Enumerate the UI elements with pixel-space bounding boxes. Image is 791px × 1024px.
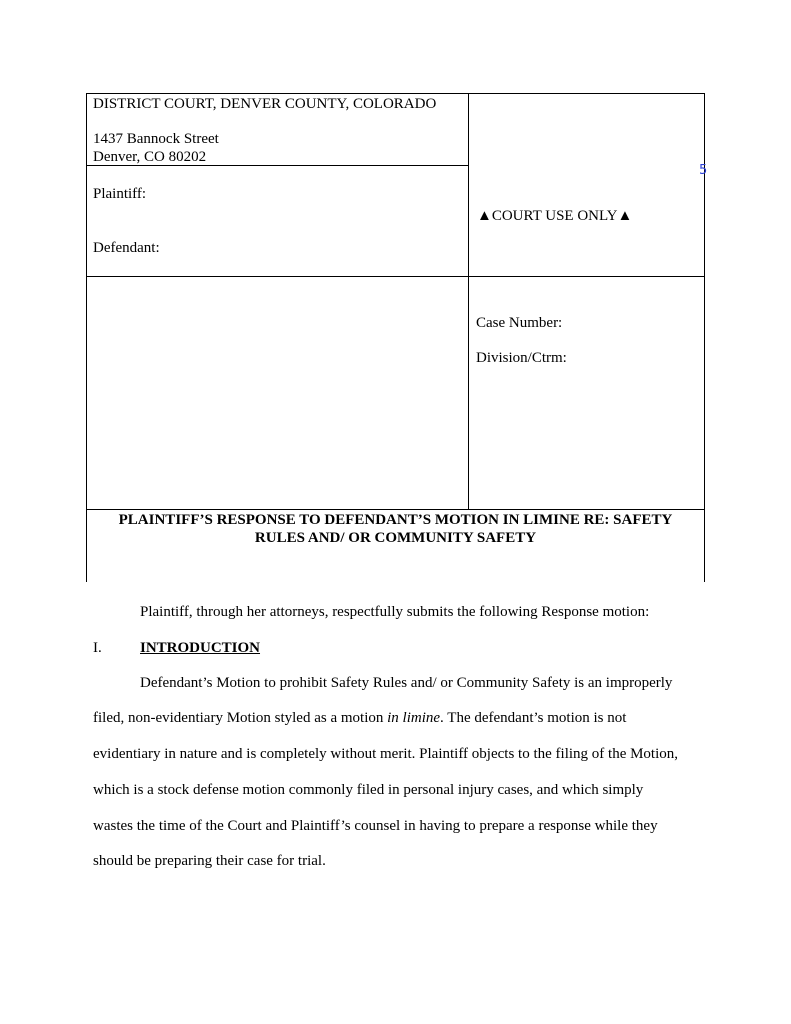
court-use-only: ▲COURT USE ONLY▲	[477, 208, 633, 224]
paragraph-line	[93, 709, 626, 727]
plaintiff-label: Plaintiff:	[93, 186, 147, 202]
paragraph-line: wastes the time of the Court and Plaintiff’s counsel in having to prepare a response while they	[93, 818, 658, 834]
court-address-street: 1437 Bannock Street	[93, 131, 219, 147]
court-address-city: Denver, CO 80202	[93, 149, 207, 165]
caption-divider-middle	[86, 276, 705, 277]
paragraph-italic-text: in limine	[387, 710, 441, 726]
paragraph-line: should be preparing their case for trial.	[93, 853, 326, 869]
page-marker: 5	[699, 163, 708, 178]
document-title-line2: RULES AND/ OR COMMUNITY SAFETY	[254, 530, 537, 546]
document-title-line1: PLAINTIFF’S RESPONSE TO DEFENDANT’S MOTION IN LIMINE RE: SAFETY	[118, 512, 673, 528]
paragraph-line: which is a stock defense motion commonly filed in personal injury cases, and which simply	[93, 782, 644, 798]
division-label: Division/Ctrm:	[476, 350, 567, 366]
section-number: I.	[93, 640, 102, 656]
caption-table	[86, 93, 708, 582]
caption-divider-title	[86, 509, 705, 510]
intro-sentence: Plaintiff, through her attorneys, respectfully submits the following Response motion:	[140, 604, 650, 620]
caption-border-top	[86, 93, 705, 94]
paragraph-text: . The defendant’s motion is not	[440, 710, 627, 726]
paragraph-line: evidentiary in nature and is completely without merit. Plaintiff objects to the filing of the Motion,	[93, 746, 679, 762]
paragraph-text: filed, non-evidentiary Motion styled as a motion	[93, 710, 388, 726]
court-name: DISTRICT COURT, DENVER COUNTY, COLORADO	[93, 96, 437, 112]
section-heading: INTRODUCTION	[140, 640, 261, 656]
case-number-label: Case Number:	[476, 315, 563, 331]
defendant-label: Defendant:	[93, 240, 160, 256]
caption-divider-vertical	[468, 93, 469, 509]
paragraph-line: Defendant’s Motion to prohibit Safety Rules and/ or Community Safety is an improperly	[140, 675, 673, 691]
